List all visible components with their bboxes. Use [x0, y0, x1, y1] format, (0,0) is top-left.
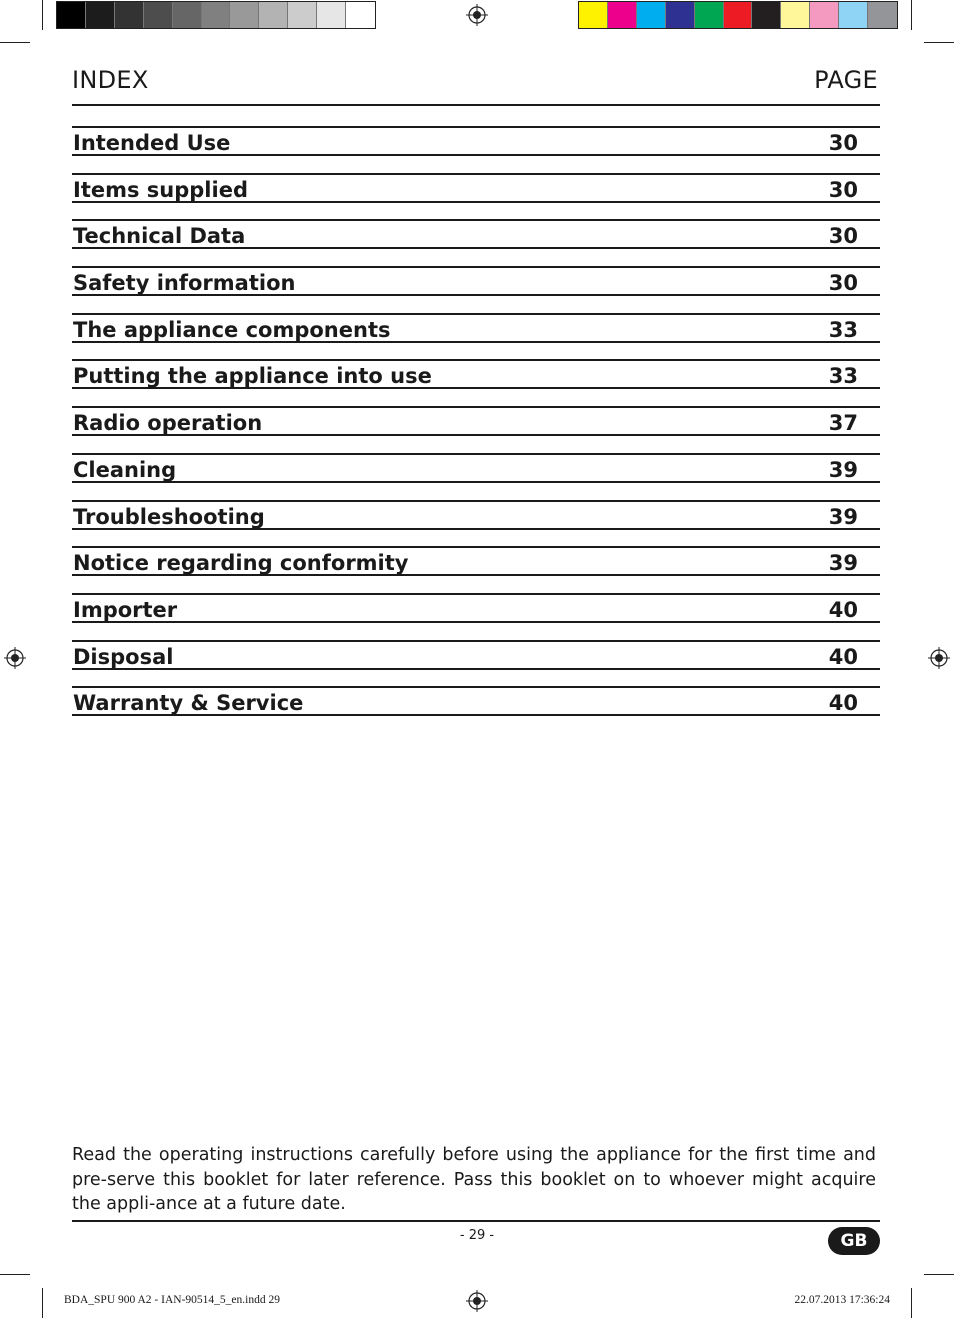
index-entry-page: 40	[828, 597, 858, 622]
index-entry-page: 30	[828, 131, 858, 155]
index-entry-title: Intended Use	[73, 131, 231, 155]
index-list	[72, 126, 880, 733]
gray-swatch	[173, 2, 202, 28]
gray-swatch	[86, 2, 115, 28]
language-badge: GB	[828, 1227, 880, 1255]
index-entry-page: 37	[828, 411, 858, 436]
index-entry-title: Safety information	[73, 271, 296, 296]
slug-filename: BDA_SPU 900 A2 - IAN-90514_5_en.indd 29	[64, 1294, 280, 1306]
index-row	[72, 593, 880, 623]
index-entry-title: Troubleshooting	[73, 504, 265, 529]
index-entry-title: Putting the appliance into use	[73, 364, 432, 389]
gray-swatch	[202, 2, 231, 28]
color-swatch	[695, 2, 724, 28]
index-entry-page: 39	[828, 551, 858, 576]
index-row	[72, 219, 880, 249]
index-row	[72, 453, 880, 483]
index-row	[72, 500, 880, 530]
registration-mark-icon	[466, 1290, 488, 1312]
index-entry-title: The appliance components	[73, 317, 391, 342]
gray-swatch	[230, 2, 259, 28]
gray-swatch	[115, 2, 144, 28]
index-row	[72, 126, 880, 156]
index-entry-page: 39	[828, 457, 858, 482]
gray-swatch	[288, 2, 317, 28]
color-swatch	[839, 2, 868, 28]
index-entry-page: 33	[828, 364, 858, 389]
color-swatch	[666, 2, 695, 28]
index-row	[72, 173, 880, 203]
color-swatch	[868, 2, 897, 28]
index-entry-page: 40	[828, 644, 858, 669]
crop-mark	[911, 0, 912, 30]
color-swatch	[608, 2, 637, 28]
grayscale-color-bar	[56, 1, 376, 29]
index-entry-title: Technical Data	[73, 224, 246, 249]
index-row	[72, 406, 880, 436]
crop-mark	[911, 1288, 912, 1318]
slug-timestamp: 22.07.2013 17:36:24	[794, 1294, 890, 1306]
gray-swatch	[317, 2, 346, 28]
index-entry-page: 33	[828, 317, 858, 342]
crop-mark	[924, 42, 954, 43]
color-swatch	[781, 2, 810, 28]
index-entry-title: Notice regarding conformity	[73, 551, 409, 576]
page-number: - 29 -	[459, 1228, 495, 1243]
index-row	[72, 313, 880, 343]
color-swatch	[810, 2, 839, 28]
index-row	[72, 640, 880, 670]
page-heading: PAGE	[814, 66, 878, 94]
crop-mark	[42, 1288, 43, 1318]
crop-mark	[924, 1274, 954, 1275]
registration-mark-icon	[466, 4, 488, 26]
index-entry-title: Importer	[73, 597, 178, 622]
color-swatch	[752, 2, 781, 28]
index-entry-page: 40	[828, 691, 858, 716]
crop-mark	[0, 1274, 30, 1275]
footer-rule	[72, 1220, 880, 1222]
gray-swatch	[346, 2, 375, 28]
header-rule	[72, 104, 880, 106]
index-entry-title: Warranty & Service	[73, 691, 304, 716]
color-swatch	[724, 2, 753, 28]
gray-swatch	[57, 2, 86, 28]
registration-mark-icon	[928, 647, 950, 669]
index-row	[72, 546, 880, 576]
index-entry-page: 30	[828, 177, 858, 202]
process-color-bar	[578, 1, 898, 29]
gray-swatch	[144, 2, 173, 28]
index-row	[72, 686, 880, 716]
index-heading: INDEX	[72, 66, 149, 94]
index-entry-page: 30	[828, 271, 858, 296]
index-entry-page: 39	[828, 504, 858, 529]
index-entry-page: 30	[828, 224, 858, 249]
registration-mark-icon	[4, 647, 26, 669]
color-swatch	[579, 2, 608, 28]
instructions-note: Read the operating instructions carefully before using the appliance for the first time and pre-serve this booklet for later reference. Pass this booklet on to whoever might acquire the appli-ance at a future date.	[72, 1145, 876, 1214]
crop-mark	[42, 0, 43, 30]
index-entry-title: Items supplied	[73, 177, 248, 202]
index-entry-title: Disposal	[73, 644, 174, 669]
crop-mark	[0, 42, 30, 43]
index-entry-title: Cleaning	[73, 457, 177, 482]
index-row	[72, 359, 880, 389]
index-row	[72, 266, 880, 296]
color-swatch	[637, 2, 666, 28]
index-entry-title: Radio operation	[73, 411, 263, 436]
gray-swatch	[259, 2, 288, 28]
